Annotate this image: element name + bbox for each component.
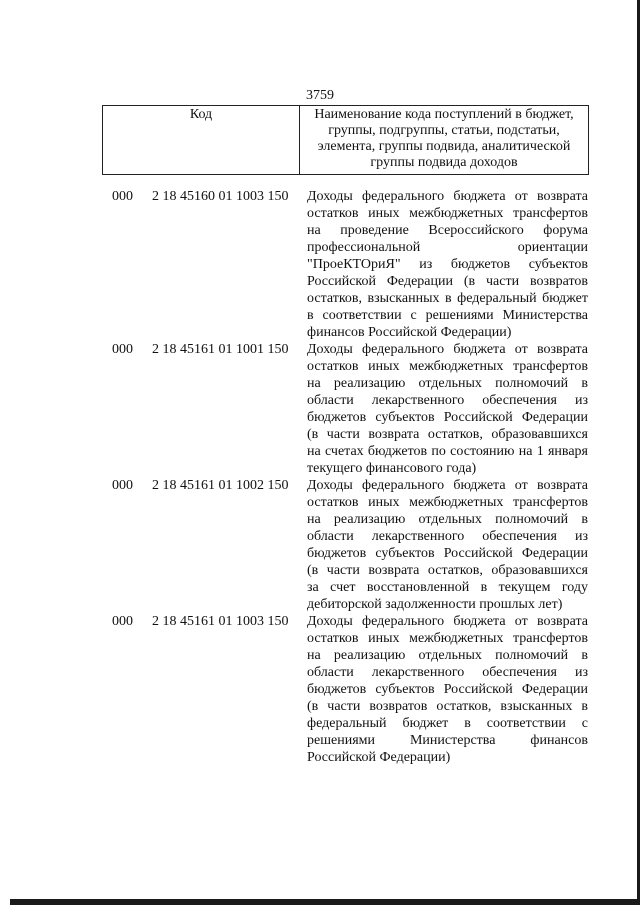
description-line: за счет восстановленной в текущем году xyxy=(307,580,588,595)
table-row xyxy=(112,188,590,341)
header-code-label: Код xyxy=(103,106,300,174)
description-line: Российской Федерации (в части возвратов xyxy=(307,274,588,289)
description-line: остатков иных межбюджетных трансфертов xyxy=(307,495,588,510)
row-income-code: 2 18 45161 01 1001 150 xyxy=(152,342,289,357)
row-description xyxy=(307,341,588,477)
description-line: Доходы федерального бюджета от возврата xyxy=(307,189,588,204)
row-income-code: 2 18 45161 01 1003 150 xyxy=(152,614,289,629)
description-line: Доходы федерального бюджета от возврата xyxy=(307,342,588,357)
description-line: финансов Российской Федерации) xyxy=(307,325,512,340)
description-line: решениями Министерства финансов xyxy=(307,733,588,748)
description-line: в соответствии с решениями Министерства xyxy=(307,308,588,323)
row-admin-code: 000 xyxy=(112,478,133,493)
description-line: на проведение Всероссийского форума xyxy=(307,223,588,238)
description-line: (в части возврата остатков, образовавшихся xyxy=(307,563,588,578)
description-line: (в части возврата остатков, образовавшихся xyxy=(307,427,588,442)
description-line: Доходы федерального бюджета от возврата xyxy=(307,614,588,629)
row-admin-code: 000 xyxy=(112,189,133,204)
description-line: профессиональной ориентации xyxy=(307,240,588,255)
page-number: 3759 xyxy=(306,88,334,103)
description-line: "ПроеКТОриЯ" из бюджетов субъектов xyxy=(307,257,588,272)
row-description xyxy=(307,188,588,341)
description-line: остатков иных межбюджетных трансфертов xyxy=(307,631,588,646)
row-description xyxy=(307,613,588,766)
table-header xyxy=(102,105,589,175)
table-row xyxy=(112,613,590,766)
row-income-code: 2 18 45160 01 1003 150 xyxy=(152,189,289,204)
description-line: остатков иных межбюджетных трансфертов xyxy=(307,359,588,374)
table-body xyxy=(112,188,590,766)
description-line: области лекарственного обеспечения из xyxy=(307,665,588,680)
row-admin-code: 000 xyxy=(112,614,133,629)
description-line: (в части возвратов остатков, взысканных в xyxy=(307,699,588,714)
description-line: Доходы федерального бюджета от возврата xyxy=(307,478,588,493)
header-name-label: Наименование кода поступлений в бюджет, группы, подгруппы, статьи, подстатьи, элемента, группы подвида, аналитической группы подвида доходов xyxy=(314,107,574,170)
description-line: на счетах бюджетов по состоянию на 1 января xyxy=(307,444,588,459)
row-description xyxy=(307,477,588,613)
row-admin-code: 000 xyxy=(112,342,133,357)
description-line: федеральный бюджет в соответствии с xyxy=(307,716,588,731)
description-line: на реализацию отдельных полномочий в xyxy=(307,648,588,663)
description-line: области лекарственного обеспечения из xyxy=(307,393,588,408)
description-line: текущего финансового года) xyxy=(307,461,477,476)
description-line: на реализацию отдельных полномочий в xyxy=(307,512,588,527)
description-line: бюджетов субъектов Российской Федерации xyxy=(307,682,588,697)
table-row xyxy=(112,477,590,613)
description-line: области лекарственного обеспечения из xyxy=(307,529,588,544)
table-row xyxy=(112,341,590,477)
description-line: на реализацию отдельных полномочий в xyxy=(307,376,588,391)
description-line: бюджетов субъектов Российской Федерации xyxy=(307,546,588,561)
description-line: дебиторской задолженности прошлых лет) xyxy=(307,597,563,612)
description-line: Российской Федерации) xyxy=(307,750,451,765)
row-income-code: 2 18 45161 01 1002 150 xyxy=(152,478,289,493)
description-line: остатков, взысканных в федеральный бюджет xyxy=(307,291,588,306)
description-line: остатков иных межбюджетных трансфертов xyxy=(307,206,588,221)
page-edge-bottom xyxy=(10,899,640,905)
description-line: бюджетов субъектов Российской Федерации xyxy=(307,410,588,425)
